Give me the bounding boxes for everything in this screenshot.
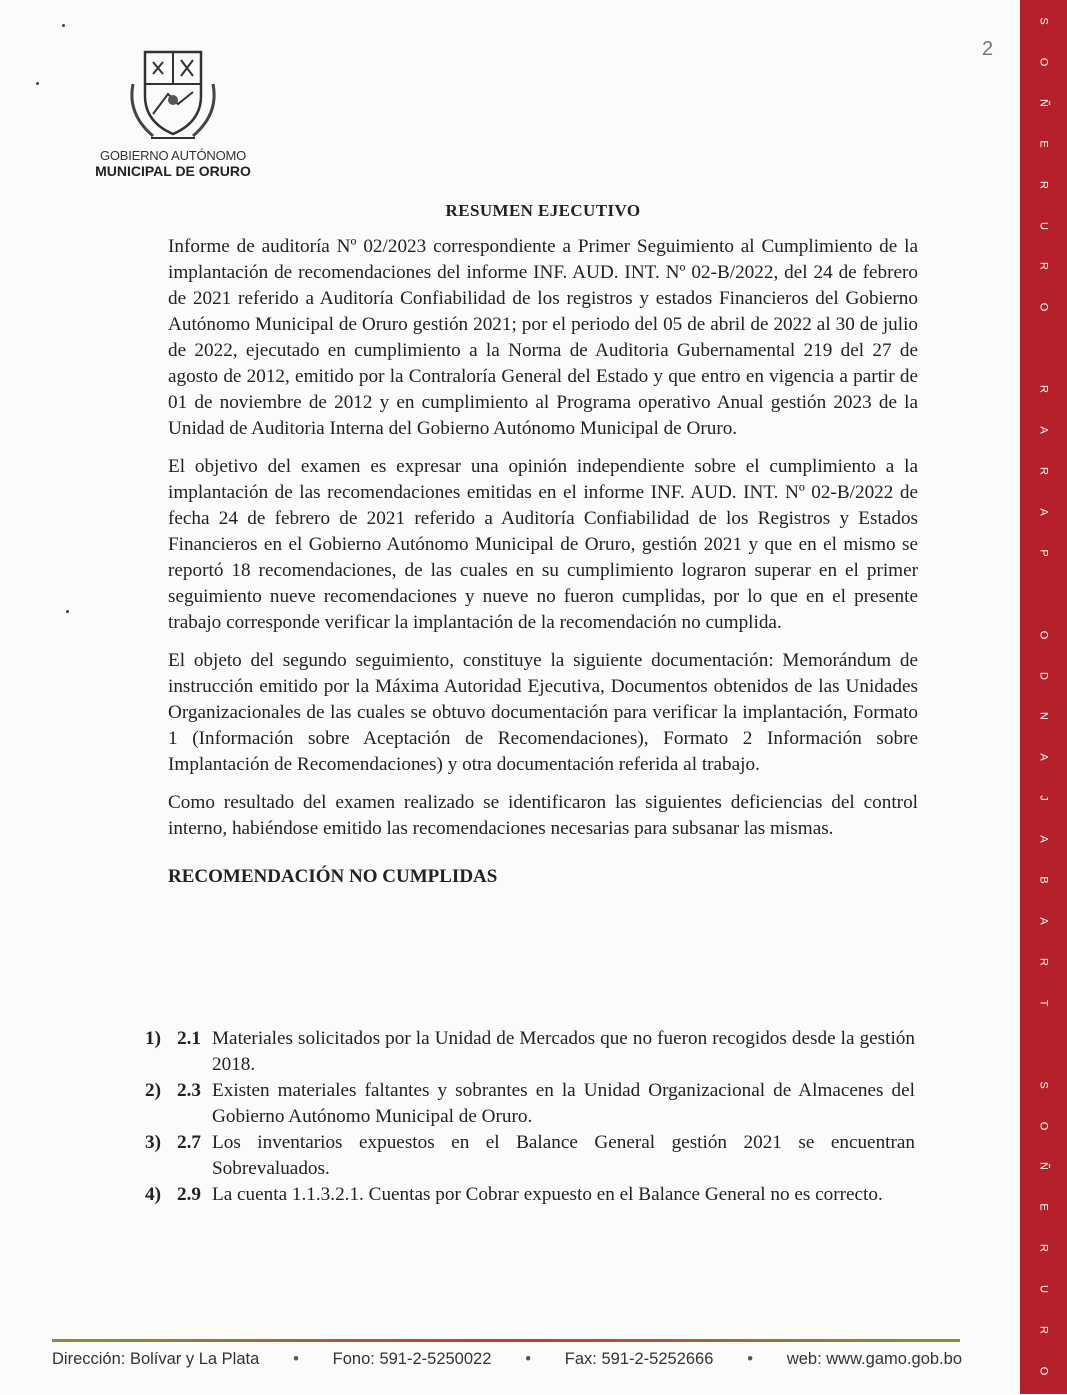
footer-phone: Fono: 591-2-5250022 [332, 1350, 492, 1368]
document-body [168, 198, 918, 896]
side-band-letter: R [1037, 262, 1050, 271]
side-band-letter: J [1037, 795, 1050, 802]
recommendation-text: Los inventarios expuestos en el Balance General gestión 2021 se encuentran Sobrevaluados. [212, 1132, 915, 1179]
recommendation-item [145, 1182, 915, 1208]
side-band-letter: R [1037, 1244, 1050, 1253]
municipal-logo [88, 44, 258, 184]
logo-line-2: MUNICIPAL DE ORURO [95, 163, 251, 179]
side-band-letter: O [1037, 630, 1050, 639]
recommendation-item [145, 1078, 915, 1130]
side-band-letter: R [1037, 467, 1050, 475]
recommendation-number: 1) [145, 1028, 161, 1049]
side-band-letter: U [1037, 1285, 1050, 1294]
side-band-letter: A [1037, 753, 1050, 762]
side-band-letter: A [1037, 917, 1050, 925]
side-band-letter: A [1037, 835, 1050, 843]
section-heading: RECOMENDACIÓN NO CUMPLIDAS [168, 866, 498, 887]
recommendation-list [145, 1026, 915, 1208]
recommendation-code: 2.9 [177, 1184, 201, 1205]
side-band-letter: S [1037, 17, 1050, 25]
side-band-letter: O [1037, 303, 1050, 312]
recommendation-text: Existen materiales faltantes y sobrantes en la Unidad Organizacional de Almacenes del Gobierno Autónomo Municipal de Oruro. [212, 1080, 915, 1127]
side-band-letter: O [1037, 57, 1050, 67]
recommendation-code: 2.1 [177, 1028, 201, 1049]
footer-fax: Fax: 591-2-5252666 [564, 1350, 714, 1368]
side-band-letter: U [1037, 221, 1050, 230]
side-band-letter: N [1037, 712, 1050, 721]
recommendation-item [145, 1130, 915, 1182]
recommendation-code: 2.3 [177, 1080, 201, 1101]
side-band-letter: S [1037, 1080, 1050, 1089]
side-band-letter: R [1037, 180, 1050, 189]
side-band [1020, 0, 1067, 1394]
paragraph: El objeto del segundo seguimiento, constituye la siguiente documentación: Memorándum de instrucción emitido por la Máxima Autoridad Ejecutiva, Documentos obtenidos de las Unidades Organizacionales de las cuales se obtuvo documentación para verificar la implantación, Formato 1 (Información sobre Aceptación de Recomendaciones), Formato 2 Información sobre Implantación de Recomendaciones) y otra documentación referida al trabajo. [168, 650, 918, 775]
side-band-letter: A [1037, 508, 1050, 516]
recommendation-text: La cuenta 1.1.3.2.1. Cuentas por Cobrar expuesto en el Balance General no es correcto. [212, 1184, 883, 1205]
recommendation-number: 3) [145, 1132, 161, 1153]
recommendation-text: Materiales solicitados por la Unidad de Mercados que no fueron recogidos desde la gestión 2018. [212, 1028, 915, 1075]
recommendation-item [145, 1026, 915, 1078]
paragraph: El objetivo del examen es expresar una opinión independiente sobre el cumplimiento a la implantación de las recomendaciones emitidas en el informe INF. AUD. INT. Nº 02-B/2022 de fecha 24 de febrero de 2021 referido a Auditoría Confiabilidad de los Registros y Estados Financieros en el Gobierno Autónomo Municipal de Oruro, gestión 2021 y que en el mismo se reportó 18 recomendaciones, de las cuales en su cumplimiento lograron superar en el primer seguimiento nueve recomendaciones y nueve no fueron cumplidas, por lo que en el presente trabajo corresponde verificar la implantación de la recomendación no cumplida. [168, 456, 918, 633]
side-band-letter: Ñ [1037, 98, 1050, 107]
side-band-letter: E [1037, 140, 1050, 148]
side-band-letter: B [1037, 876, 1050, 884]
coat-of-arms-icon [123, 44, 223, 144]
footer-separator: • [293, 1350, 299, 1368]
side-band-letter: D [1037, 671, 1050, 680]
recommendation-number: 2) [145, 1080, 161, 1101]
side-band-letters [1020, 0, 1067, 1394]
logo-line-1: GOBIERNO AUTÓNOMO [99, 148, 247, 163]
document-title: RESUMEN EJECUTIVO [445, 201, 641, 220]
side-band-letter: E [1037, 1203, 1050, 1212]
paragraph: Como resultado del examen realizado se identificaron las siguientes deficiencias del control interno, habiéndose emitido las recomendaciones necesarias para subsanar las mismas. [168, 792, 918, 839]
scan-speck [62, 24, 65, 27]
scan-speck [36, 82, 39, 85]
side-band-letter: R [1037, 1326, 1050, 1335]
footer-address: Dirección: Bolívar y La Plata [52, 1350, 260, 1368]
footer-separator: • [525, 1350, 531, 1368]
side-band-letter: R [1037, 385, 1050, 394]
side-band-letter: Ñ [1037, 1162, 1050, 1171]
paragraph: Informe de auditoría Nº 02/2023 correspondiente a Primer Seguimiento al Cumplimiento de la implantación de recomendaciones del informe INF. AUD. INT. Nº 02-B/2022, del 24 de febrero de 2021 referido a Auditoría Confiabilidad de los registros y estados Financieros del Gobierno Autónomo Municipal de Oruro gestión 2021; por el periodo del 05 de abril de 2022 al 30 de julio de 2022, ejecutado en cumplimiento a la Norma de Auditoria Gubernamental 219 del 27 de agosto de 2012, emitido por la Contraloría General del Estado y que entro en vigencia a partir de 01 de noviembre de 2012 y en cumplimiento al Programa operativo Anual gestión 2023 de la Unidad de Auditoria Interna del Gobierno Autónomo Municipal de Oruro. [168, 236, 918, 439]
page-number: 2 [982, 38, 994, 60]
scan-speck [66, 610, 69, 613]
side-band-letter: R [1037, 957, 1050, 966]
side-band-letter: P [1037, 549, 1050, 557]
side-band-letter: O [1037, 1121, 1050, 1130]
footer [52, 1350, 962, 1369]
footer-divider [52, 1339, 960, 1342]
recommendation-code: 2.7 [177, 1132, 201, 1153]
recommendation-number: 4) [145, 1184, 161, 1205]
footer-web: web: www.gamo.gob.bo [786, 1350, 962, 1368]
footer-separator: • [747, 1350, 753, 1368]
side-band-letter: O [1037, 1366, 1050, 1376]
side-band-letter: A [1037, 426, 1050, 434]
side-band-letter: T [1037, 999, 1050, 1007]
